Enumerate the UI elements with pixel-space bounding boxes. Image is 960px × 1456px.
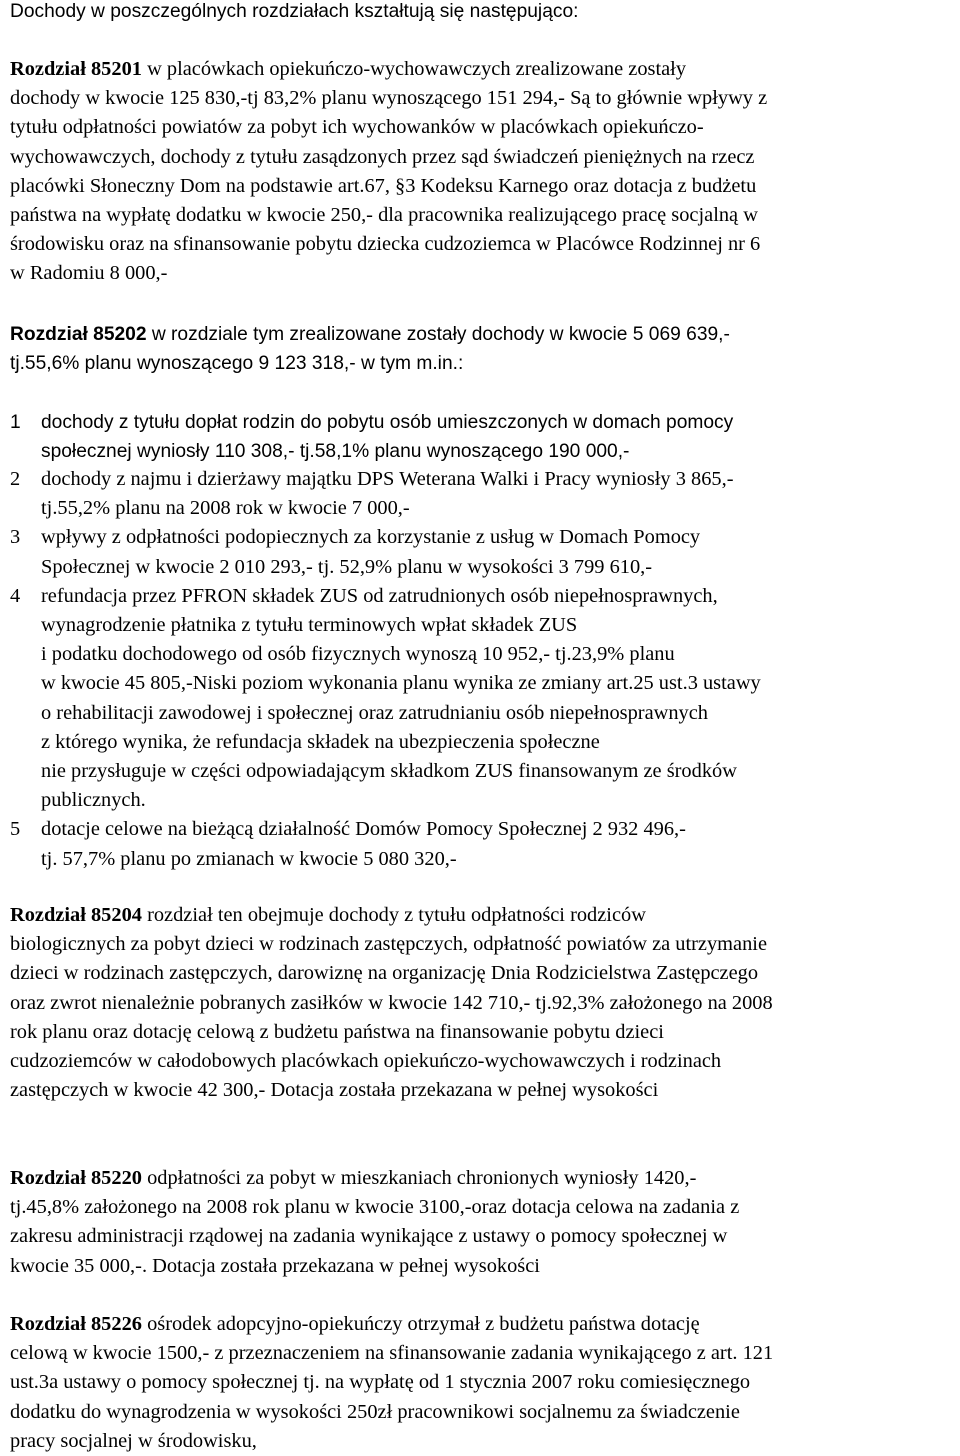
section-85204-label: Rozdział 85204 — [10, 904, 142, 926]
section-85226-line: ust.3a ustawy o pomocy społecznej tj. na wypłatę od 1 stycznia 2007 roku comiesięcznego — [10, 1371, 751, 1394]
list-item-line: w kwocie 45 805,-Niski poziom wykonania planu wynika ze zmiany art.25 ust.3 ustawy — [41, 672, 761, 695]
section-85226 — [10, 1310, 773, 1456]
list-item-number: 3 — [10, 526, 21, 549]
section-85226-line: celową w kwocie 1500,- z przeznaczeniem na sfinansowanie zadania wynikającego z art. 121 — [10, 1342, 774, 1365]
section-85204 — [10, 901, 773, 1105]
section-85226-line-0-text: ośrodek adopcyjno-opiekuńczy otrzymał z budżetu państwa dotację — [141, 1313, 700, 1335]
section-85202-list — [10, 408, 733, 466]
list-item — [10, 408, 733, 466]
list-item-line: z którego wynika, że refundacja składek na ubezpieczenia społeczne — [41, 730, 600, 753]
section-85201-line: dochody w kwocie 125 830,-tj 83,2% planu wynoszącego 151 294,- Są to głównie wpływy z — [10, 87, 768, 110]
list-item-line: dochody z najmu i dzierżawy majątku DPS Weterana Walki i Pracy wyniosły 3 865,- — [41, 468, 734, 490]
section-85220 — [10, 1164, 739, 1281]
list-item — [10, 815, 761, 873]
section-85204-line: zastępczych w kwocie 42 300,- Dotacja została przekazana w pełnej wysokości — [10, 1079, 659, 1102]
list-item — [10, 582, 761, 816]
list-item-line: nie przysługuje w części odpowiadającym składkom ZUS finansowanym ze środków — [41, 760, 737, 783]
list-item-line: publicznych. — [41, 789, 146, 812]
list-item-line: wynagrodzenie płatnika z tytułu terminowych wpłat składek ZUS — [41, 614, 578, 637]
list-item-line: tj.55,2% planu na 2008 rok w kwocie 7 000,- — [41, 497, 410, 520]
section-85204-line: dzieci w rodzinach zastępczych, darowiznę na organizację Dnia Rodzicielstwa Zastępczego — [10, 962, 759, 985]
list-item-line: i podatku dochodowego od osób fizycznych wynoszą 10 952,- tj.23,9% planu — [41, 643, 675, 666]
section-85220-line-0 — [10, 1164, 739, 1193]
section-85201-line: środowisku oraz na sfinansowanie pobytu dziecka cudzoziemca w Placówce Rodzinnej nr 6 — [10, 233, 761, 256]
list-item-line: Społecznej w kwocie 2 010 293,- tj. 52,9% planu w wysokości 3 799 610,- — [41, 555, 653, 578]
section-85204-line-0-text: rozdział ten obejmuje dochody z tytułu odpłatności rodziców — [141, 904, 646, 926]
section-85201-line: państwa na wypłatę dodatku w kwocie 250,- dla pracownika realizującego pracę socjalną w — [10, 204, 758, 227]
section-85204-line: rok planu oraz dotację celową z budżetu państwa na finansowanie pobytu dzieci — [10, 1020, 664, 1043]
section-85202-line-0 — [10, 320, 730, 349]
list-item-line: dochody z tytułu dopłat rodzin do pobytu osób umieszczonych w domach pomocy — [41, 412, 734, 433]
list-item — [10, 465, 761, 523]
section-85220-line: tj.45,8% założonego na 2008 rok planu w kwocie 3100,-oraz dotacja celowa na zadania z — [10, 1196, 740, 1219]
section-85220-line: kwocie 35 000,-. Dotacja została przekazana w pełnej wysokości — [10, 1254, 540, 1277]
list-item-number: 4 — [10, 584, 21, 607]
section-85204-line: oraz zwrot nienależnie pobranych zasiłków w kwocie 142 710,- tj.92,3% założonego na 2008 — [10, 991, 773, 1014]
section-85201-line-0 — [10, 55, 767, 84]
section-85201-line: w Radomiu 8 000,- — [10, 262, 168, 285]
list-item — [10, 523, 761, 581]
section-85220-line-0-text: odpłatności za pobyt w mieszkaniach chronionych wyniosły 1420,- — [141, 1167, 697, 1189]
section-85226-line: pracy socjalnej w środowisku, — [10, 1429, 257, 1452]
section-85201-line: wychowawczych, dochody z tytułu zasądzonych przez sąd świadczeń pieniężnych na rzecz — [10, 145, 755, 168]
intro-paragraph — [10, 0, 578, 26]
section-85204-line: biologicznych za pobyt dzieci w rodzinach zastępczych, odpłatność powiatów za utrzymanie — [10, 933, 767, 956]
list-item-number: 1 — [10, 412, 21, 433]
section-85201-line-0-text: w placówkach opiekuńczo-wychowawczych zrealizowane zostały — [141, 58, 687, 80]
intro-text: Dochody w poszczególnych rozdziałach kształtują się następująco: — [10, 1, 579, 22]
section-85202-line-0-text: w rozdziale tym zrealizowane zostały dochody w kwocie 5 069 639,- — [146, 324, 730, 345]
section-85226-line-0 — [10, 1310, 773, 1339]
section-85202-label: Rozdział 85202 — [10, 324, 147, 345]
list-item-number: 5 — [10, 818, 21, 841]
section-85202-list-continued — [10, 465, 761, 874]
list-item-line: o rehabilitacji zawodowej i społecznej oraz zatrudnianiu osób niepełnosprawnych — [41, 701, 708, 724]
list-item-number: 2 — [10, 468, 21, 490]
section-85220-line: zakresu administracji rządowej na zadania wynikające z ustawy o pomocy społecznej w — [10, 1225, 728, 1248]
list-item-line: refundacja przez PFRON składek ZUS od zatrudnionych osób niepełnosprawnych, — [41, 584, 718, 607]
section-85201 — [10, 55, 767, 289]
section-85201-line: tytułu odpłatności powiatów za pobyt ich wychowanków w placówkach opiekuńczo- — [10, 116, 704, 139]
section-85201-label: Rozdział 85201 — [10, 58, 142, 80]
section-85204-line-0 — [10, 901, 773, 930]
section-85220-label: Rozdział 85220 — [10, 1167, 142, 1189]
section-85201-line: placówki Słoneczny Dom na podstawie art.67, §3 Kodeksu Karnego oraz dotacja z budżetu — [10, 174, 757, 197]
section-85204-line: cudzoziemców w całodobowych placówkach opiekuńczo-wychowawczych i rodzinach — [10, 1050, 722, 1073]
list-item-line: tj. 57,7% planu po zmianach w kwocie 5 080 320,- — [41, 847, 457, 870]
section-85202-line: tj.55,6% planu wynoszącego 9 123 318,- w tym m.in.: — [10, 353, 464, 375]
list-item-line: dotacje celowe na bieżącą działalność Domów Pomocy Społecznej 2 932 496,- — [41, 818, 686, 841]
section-85226-line: dodatku do wynagrodzenia w wysokości 250zł pracownikowi socjalnemu za świadczenie — [10, 1400, 740, 1423]
section-85202 — [10, 320, 730, 378]
list-item-line: wpływy z odpłatności podopiecznych za korzystanie z usług w Domach Pomocy — [41, 526, 701, 549]
section-85226-label: Rozdział 85226 — [10, 1313, 142, 1335]
list-item-line: społecznej wyniosły 110 308,- tj.58,1% planu wynoszącego 190 000,- — [41, 441, 630, 463]
